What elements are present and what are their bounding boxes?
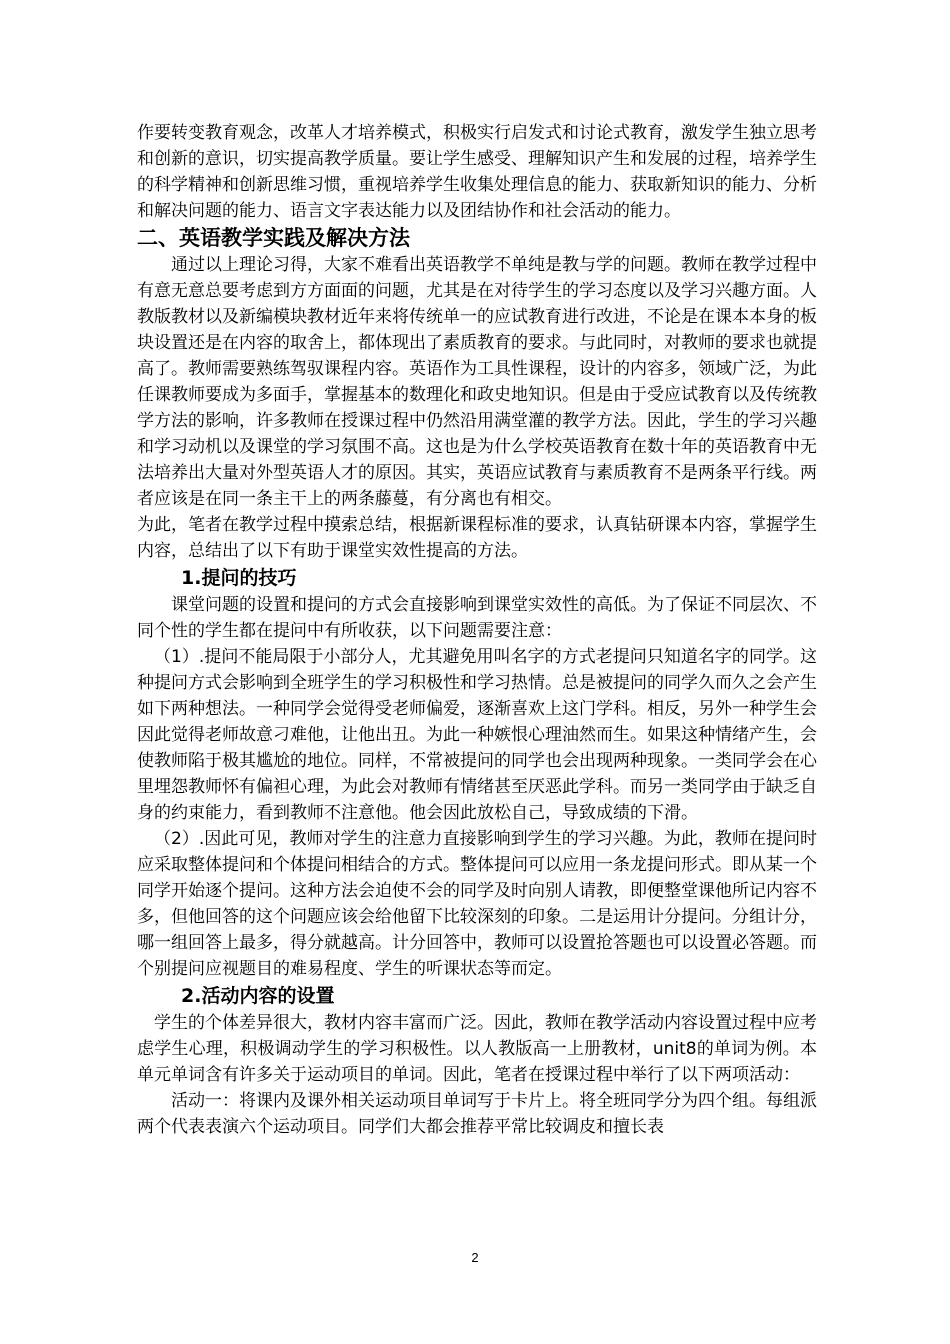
paragraph-questioning: 课堂问题的设置和提问的方式会直接影响到课堂实效性的高低。为了保证不同层次、不同个性的学生都在提问中有所收获，以下问题需要注意：	[137, 595, 817, 641]
paragraph-activity-one: 活动一：将课内及课外相关运动项目单词写于卡片上。将全班同学分为四个组。每组派两个代表表演六个运动项目。同学们大都会推荐平常比较调皮和擅长表	[137, 1091, 817, 1137]
section-heading: 二、英语教学实践及解决方法	[137, 226, 410, 250]
paragraph-practice: 通过以上理论习得，大家不难看出英语教学不单纯是教与学的问题。教师在教学过程中有意无意总要考虑到方方面面的问题，尤其是在对待学生的学习态度以及学习兴趣方面。人教版教材以及新编模块教材近年来将传统单一的应试教育进行改进，不论是在课本本身的板块设置还是在内容的取舍上，都体现出了素质教育的要求。与此同时，对教师的要求也就提高了。教师需要熟练驾驭课程内容。英语作为工具性课程，设计的内容多，领域广泛，为此任课教师要成为多面手，掌握基本的数理化和政史地知识。但是由于受应试教育以及传统教学方法的影响，许多教师在授课过程中仍然沿用满堂灌的教学方法。因此，学生的学习兴趣和学习动机以及课堂的学习氛围不高。这也是为什么学校英语教育在数十年的英语教育中无法培养出大量对外型英语人才的原因。其实，英语应试教育与素质教育不是两条平行线。两者应该是在同一条主干上的两条藤蔓，有分离也有相交。	[137, 255, 817, 509]
paragraph-intro-continued: 作要转变教育观念，改革人才培养模式，积极实行启发式和讨论式教育，激发学生独立思考和创新的意识，切实提高教学质量。要让学生感受、理解知识产生和发展的过程，培养学生的科学精神和创新思维习惯，重视培养学生收集处理信息的能力、获取新知识的能力、分析和解决问题的能力、语言文字表达能力以及团结协作和社会活动的能力。	[137, 123, 817, 221]
subheading-questioning: 1.提问的技巧	[181, 567, 297, 589]
document-body	[137, 120, 817, 1140]
page-number: 2	[471, 1250, 479, 1265]
paragraph-activities: 学生的个体差异很大，教材内容丰富而广泛。因此，教师在教学活动内容设置过程中应考虑学生心理，积极调动学生的学习积极性。以人教版高一上册教材，unit8的单词为例。本单元单词含有许多关于运动项目的单词。因此，笔者在授课过程中举行了以下两项活动：	[137, 1013, 817, 1085]
paragraph-methods-intro: 为此，笔者在教学过程中摸索总结，根据新课程标准的要求，认真钻研课本内容，掌握学生内容，总结出了以下有助于课堂实效性提高的方法。	[137, 515, 817, 561]
paragraph-point-1: （1）.提问不能局限于小部分人，尤其避免用叫名字的方式老提问只知道名字的同学。这种提问方式会影响到全班学生的学习积极性和学习热情。总是被提问的同学久而久之会产生如下两种想法。一种同学会觉得受老师偏爱，逐渐喜欢上这门学科。相反，另外一种学生会因此觉得老师故意刁难他，让他出丑。为此一种嫉恨心理油然而生。如果这种情绪产生，会使教师陷于极其尴尬的地位。同样，不常被提问的同学也会出现两种现象。一类同学会在心里埋怨教师怀有偏袒心理，为此会对教师有情绪甚至厌恶此学科。而另一类同学由于缺乏自身的约束能力，看到教师不注意他。他会因此放松自己，导致成绩的下滑。	[137, 647, 817, 823]
subheading-activities: 2.活动内容的设置	[181, 985, 335, 1007]
paragraph-point-2: （2）.因此可见，教师对学生的注意力直接影响到学生的学习兴趣。为此，教师在提问时应采取整体提问和个体提问相结合的方式。整体提问可以应用一条龙提问形式。即从某一个同学开始逐个提问。这种方法会迫使不会的同学及时向别人请教，即便整堂课他所记内容不多，但他回答的这个问题应该会给他留下比较深刻的印象。二是运用计分提问。分组计分，哪一组回答上最多，得分就越高。计分回答中，教师可以设置抢答题也可以设置必答题。而个别提问应视题目的难易程度、学生的听课状态等而定。	[137, 829, 817, 979]
